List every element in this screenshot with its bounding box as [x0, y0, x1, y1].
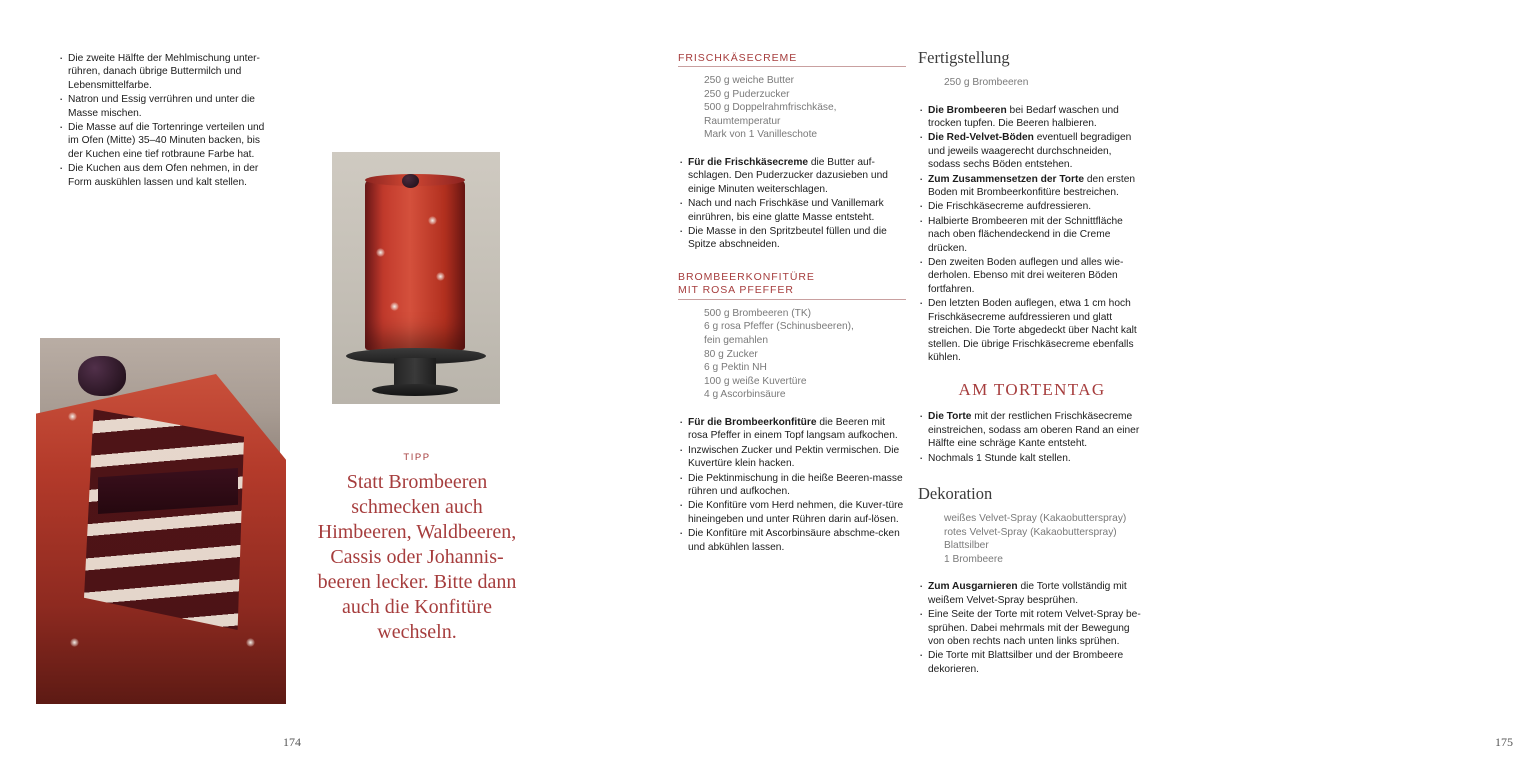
list-item: · Zum Ausgarnieren die Torte vollständig mit weißem Velvet-Spray besprühen. — [918, 580, 1146, 607]
heading-line-1: BROMBEERKONFITÜRE — [678, 270, 815, 283]
left-steps-column — [58, 52, 268, 190]
list-item: 6 g Pektin NH — [704, 362, 767, 374]
list-item: · Die Pektinmischung in die heiße Beeren-masse rühren und aufkochen. — [678, 472, 906, 499]
list-item: · Die Brombeeren bei Bedarf waschen und trocken tupfen. Die Beeren halbieren. — [918, 104, 1146, 131]
ingredients-dekoration — [918, 512, 1146, 566]
list-item: · Zum Zusammensetzen der Torte den ersten Boden mit Brombeerkonfitüre bestreichen. — [918, 173, 1146, 200]
list-item: · Die Torte mit der restlichen Frischkäsecreme einstreichen, sodass am oberen Rand an einer Hälfte eine schräge Kante entsteht. — [918, 410, 1146, 450]
silver-leaf-icon — [428, 216, 437, 225]
silver-leaf-icon — [246, 638, 255, 647]
section-heading-frischkaesecreme: FRISCHKÄSECREME — [678, 52, 906, 67]
photo-cake-slice — [40, 338, 280, 698]
list-item: · Die Frischkäsecreme aufdressieren. — [918, 200, 1146, 213]
left-page — [0, 0, 600, 780]
list-item: weißes Velvet-Spray (Kakaobutterspray) — [944, 512, 1127, 524]
list-item: · Die Konfitüre mit Ascorbinsäure abschme-cken und abkühlen lassen. — [678, 527, 906, 554]
list-item: rotes Velvet-Spray (Kakaobutterspray) — [944, 526, 1117, 538]
list-item: 500 g Brombeeren (TK) — [704, 307, 812, 319]
list-item: · Inzwischen Zucker und Pektin vermischen. Die Kuvertüre klein hacken. — [678, 444, 906, 471]
list-item: Mark von 1 Vanilleschote — [704, 129, 818, 141]
tipp-text: Statt Brombeeren schmecken auch Himbeeren, Waldbeeren, Cassis oder Johannis-beeren lecker. Bitte dann auch die Konfitüre wechseln. — [317, 471, 517, 643]
recipe-column-right — [918, 48, 1146, 677]
list-item: · Halbierte Brombeeren mit der Schnittfläche nach oben flächendeckend in die Creme drücken. — [918, 215, 1146, 255]
recipe-column-middle — [678, 52, 906, 555]
photo-cake-on-stand — [332, 152, 500, 404]
page-number-right: 175 — [1495, 735, 1513, 749]
list-item: · Für die Frischkäsecreme die Butter auf-schlagen. Den Puderzucker dazusieben und einige Minuten weiterschlagen. — [678, 156, 906, 196]
list-item: 250 g Puderzucker — [704, 88, 790, 100]
section-heading-am-tortentag: AM TORTENTAG — [958, 380, 1106, 400]
list-item: · Nochmals 1 Stunde kalt stellen. — [918, 452, 1146, 465]
list-item: · Die Torte mit Blattsilber und der Brombeere dekorieren. — [918, 649, 1146, 676]
steps-dekoration — [918, 580, 1146, 676]
cake-layers — [84, 400, 244, 630]
steps-frischkaesecreme — [678, 156, 906, 252]
list-item: · Die Konfitüre vom Herd nehmen, die Kuver-türe hineingeben und unter Rühren darin auf-lösen. — [678, 499, 906, 526]
list-item: 6 g rosa Pfeffer (Schinusbeeren), — [704, 321, 854, 333]
list-item: · Nach und nach Frischkäse und Vanillemark einrühren, bis eine glatte Masse entsteht. — [678, 197, 906, 224]
silver-leaf-icon — [376, 248, 385, 257]
cake-stand-base — [372, 384, 458, 396]
list-item: 250 g Brombeeren — [944, 77, 1029, 88]
blackberry-garnish — [402, 174, 419, 188]
list-item: 4 g Ascorbinsäure — [704, 389, 786, 401]
blackberry-garnish — [78, 356, 126, 396]
list-item: · Die zweite Hälfte der Mehlmischung unter-rühren, danach übrige Buttermilch und Lebensmittelfarbe. — [58, 52, 268, 92]
heading-line-2: MIT ROSA PFEFFER — [678, 283, 794, 296]
list-item: · Den zweiten Boden auflegen und alles wie-derholen. Ebenso mit drei weiteren Böden fortfahren. — [918, 256, 1146, 296]
list-item: · Den letzten Boden auflegen, etwa 1 cm hoch Frischkäsecreme aufdressieren und glatt streichen. Die Torte abgedeckt über Nacht kalt stellen. Die übrige Frischkäsecreme ebenfalls kühlen. — [918, 297, 1146, 364]
silver-leaf-icon — [70, 638, 79, 647]
silver-leaf-icon — [436, 272, 445, 281]
page-number-left: 174 — [283, 735, 301, 749]
ingredients-brombeerkonfituere — [678, 307, 906, 402]
section-heading-dekoration: Dekoration — [918, 483, 993, 503]
list-item: · Natron und Essig verrühren und unter die Masse mischen. — [58, 93, 268, 120]
list-item: Raumtemperatur — [704, 115, 781, 127]
red-velvet-cake — [365, 180, 465, 350]
list-item: Blattsilber — [944, 540, 989, 552]
steps-fertigstellung — [918, 104, 1146, 365]
steps-brombeerkonfituere — [678, 416, 906, 554]
left-steps-list — [58, 52, 268, 189]
list-item: · Die Masse auf die Tortenringe verteilen und im Ofen (Mitte) 35–40 Minuten backen, bis der Kuchen eine tief rotbraune Farbe hat. — [58, 121, 268, 161]
list-item: 1 Brombeere — [944, 553, 1003, 565]
list-item: 100 g weiße Kuvertüre — [704, 375, 807, 387]
section-heading-fertigstellung: Fertigstellung — [918, 48, 1010, 67]
list-item: 250 g weiche Butter — [704, 75, 795, 86]
ingredients-frischkaesecreme — [678, 74, 906, 142]
list-item: 80 g Zucker — [704, 348, 758, 360]
silver-leaf-icon — [68, 412, 77, 421]
tipp-block — [310, 452, 524, 645]
list-item: · Eine Seite der Torte mit rotem Velvet-Spray be-sprühen. Dabei mehrmals mit der Bewegung von oben rechts nach unten links sprühen. — [918, 608, 1146, 648]
list-item: · Die Red-Velvet-Böden eventuell begradigen und jeweils waagerecht durchschneiden, sodass sechs Böden entstehen. — [918, 131, 1146, 171]
list-item: · Für die Brombeerkonfitüre die Beeren mit rosa Pfeffer in einem Topf langsam aufkochen. — [678, 416, 906, 443]
section-heading-brombeerkonfituere — [678, 271, 906, 300]
list-item: 500 g Doppelrahmfrischkäse, — [704, 102, 837, 114]
right-page — [600, 0, 1513, 780]
list-item: · Die Masse in den Spritzbeutel füllen und die Spitze abschneiden. — [678, 225, 906, 252]
silver-leaf-icon — [390, 302, 399, 311]
list-item: · Die Kuchen aus dem Ofen nehmen, in der Form auskühlen lassen und kalt stellen. — [58, 162, 268, 189]
steps-am-tortentag — [918, 410, 1146, 465]
tipp-label: TIPP — [403, 452, 431, 463]
ingredients-fertigstellung — [918, 76, 1146, 90]
list-item: fein gemahlen — [704, 335, 769, 346]
